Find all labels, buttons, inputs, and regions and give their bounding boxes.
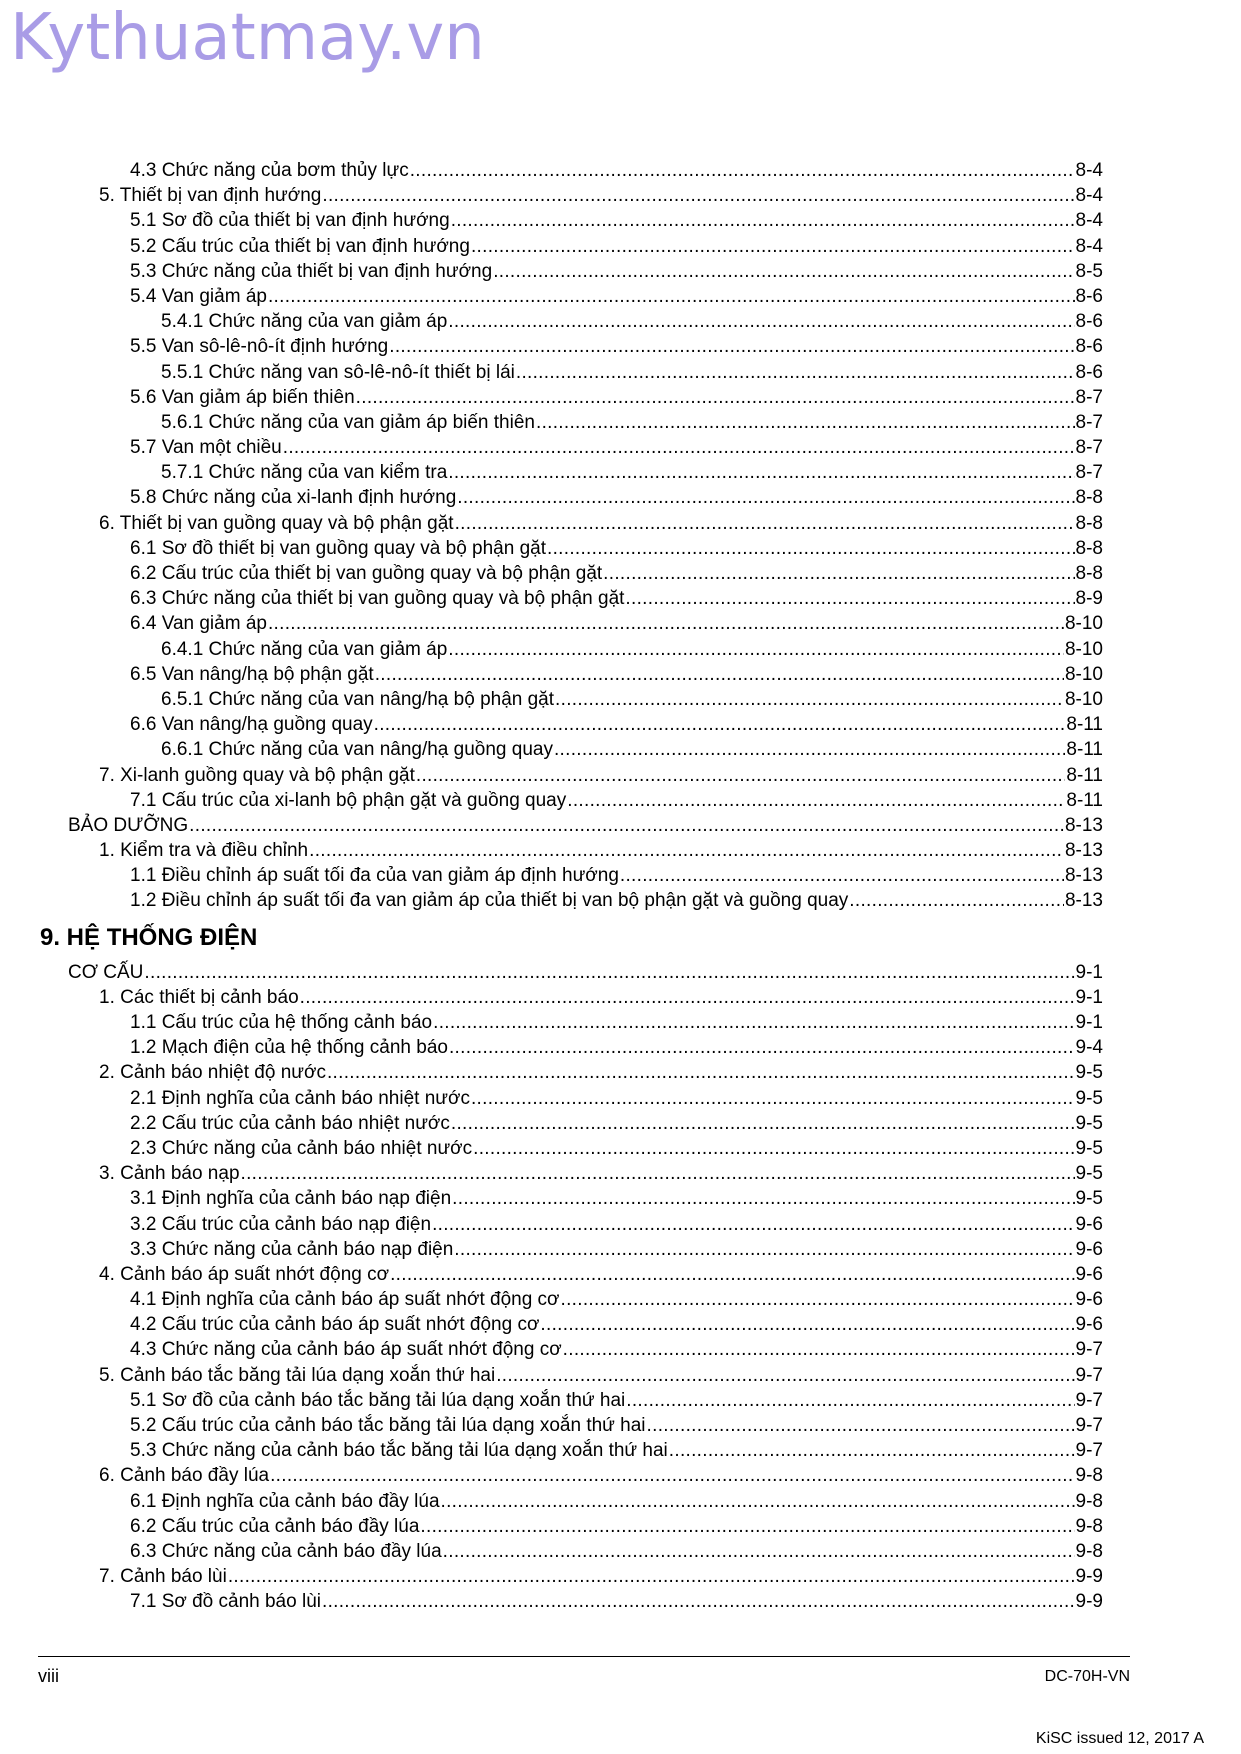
dot-leader <box>516 360 1075 385</box>
toc-entry-page: 8-11 <box>1066 739 1103 761</box>
dot-leader <box>471 234 1075 259</box>
footer-doc-code: DC-70H-VN <box>1044 1668 1130 1685</box>
dot-leader <box>448 637 1064 662</box>
toc-entry-title: 4. Cảnh báo áp suất nhớt động cơ <box>99 1263 390 1285</box>
toc-entry-page: 8-7 <box>1075 411 1103 433</box>
toc-entry-line <box>130 888 1103 913</box>
toc-entry-title: 2. Cảnh báo nhiệt độ nước <box>99 1062 326 1084</box>
toc-entry-title: 5. Cảnh báo tắc băng tải lúa dạng xoắn thứ hai <box>99 1364 496 1386</box>
toc-entry-line <box>130 586 1103 611</box>
table-of-contents <box>0 158 1241 1615</box>
toc-entry-line <box>130 1111 1103 1136</box>
toc-entry-line <box>130 158 1103 183</box>
toc-entry-line <box>161 687 1103 712</box>
dot-leader <box>493 259 1074 284</box>
dot-leader <box>603 561 1074 586</box>
dot-leader <box>626 1388 1074 1413</box>
dot-leader <box>451 208 1075 233</box>
toc-entry <box>0 1489 1241 1514</box>
toc-entry-page: 8-13 <box>1064 840 1103 862</box>
toc-entry-page: 8-8 <box>1075 563 1103 584</box>
toc-entry-page: 9-6 <box>1075 1213 1103 1235</box>
toc-entry <box>0 1161 1241 1186</box>
toc-entry-line <box>130 1035 1103 1060</box>
toc-entry <box>0 1514 1241 1539</box>
toc-entry <box>0 158 1241 183</box>
toc-entry-line <box>130 1136 1103 1161</box>
toc-entry-title: 3.2 Cấu trúc của cảnh báo nạp điện <box>130 1213 432 1235</box>
toc-entry-title: 5.1 Sơ đồ của cảnh báo tắc băng tải lúa dạng xoắn thứ hai <box>130 1389 626 1411</box>
dot-leader <box>471 1086 1075 1111</box>
toc-entry-title: 5.1 Sơ đồ của thiết bị van định hướng <box>130 210 450 232</box>
footer-divider <box>38 1656 1130 1657</box>
dot-leader <box>432 1212 1074 1237</box>
toc-entry-page: 9-5 <box>1075 1163 1103 1185</box>
toc-entry-page: 9-1 <box>1075 961 1103 983</box>
toc-entry <box>0 985 1241 1010</box>
toc-entry-page: 9-5 <box>1075 1087 1103 1109</box>
dot-leader <box>270 1463 1074 1488</box>
dot-leader <box>322 183 1074 208</box>
toc-entry <box>0 888 1241 913</box>
toc-entry-line <box>130 1086 1103 1111</box>
toc-entry <box>0 611 1241 636</box>
toc-entry-line <box>130 259 1103 284</box>
toc-entry-title: 5.7 Van một chiều <box>130 437 282 459</box>
toc-entry-page: 8-10 <box>1064 638 1103 660</box>
toc-entry-line <box>99 1363 1103 1388</box>
toc-entry-title: 4.3 Chức năng của cảnh báo áp suất nhớt động cơ <box>130 1339 562 1361</box>
toc-entry-line <box>130 662 1103 687</box>
toc-entry <box>0 385 1241 410</box>
toc-entry-page: 8-6 <box>1075 361 1103 383</box>
toc-entry <box>0 586 1241 611</box>
dot-leader <box>327 1060 1075 1085</box>
dot-leader <box>536 410 1075 435</box>
toc-entry-page: 8-13 <box>1064 814 1103 836</box>
toc-entry-title: 5.2 Cấu trúc của cảnh báo tắc băng tải lúa dạng xoắn thứ hai <box>130 1415 646 1436</box>
toc-entry <box>0 763 1241 788</box>
toc-entry-line <box>99 1463 1103 1488</box>
toc-entry-title: 1.2 Mạch điện của hệ thống cảnh báo <box>130 1037 448 1059</box>
dot-leader <box>449 1035 1075 1060</box>
toc-entry-title: 6. Cảnh báo đầy lúa <box>99 1465 270 1487</box>
toc-entry <box>0 561 1241 586</box>
toc-entry <box>0 1010 1241 1035</box>
toc-entry-page: 9-4 <box>1075 1037 1103 1059</box>
toc-entry-page: 9-7 <box>1075 1339 1103 1361</box>
toc-entry-line <box>130 1010 1103 1035</box>
toc-entry-title: CƠ CẤU <box>68 961 144 983</box>
toc-entry <box>0 863 1241 888</box>
toc-entry-title: 5.7.1 Chức năng của van kiểm tra <box>161 462 448 484</box>
toc-entry <box>0 813 1241 838</box>
toc-entry-title: 1.1 Cấu trúc của hệ thống cảnh báo <box>130 1012 433 1033</box>
toc-entry-line <box>130 1186 1103 1211</box>
toc-entry-title: 3.1 Định nghĩa của cảnh báo nạp điện <box>130 1188 452 1210</box>
dot-leader <box>389 334 1074 359</box>
toc-entry-line <box>130 1438 1103 1463</box>
toc-entry <box>0 1388 1241 1413</box>
toc-entry-line <box>161 410 1103 435</box>
toc-entry <box>0 1262 1241 1287</box>
toc-section-chapter-9 <box>0 960 1241 1615</box>
toc-entry <box>0 410 1241 435</box>
toc-entry <box>0 511 1241 536</box>
toc-entry-line <box>130 385 1103 410</box>
toc-entry-page: 9-5 <box>1075 1188 1103 1210</box>
dot-leader <box>356 385 1075 410</box>
toc-entry-title: 5.6.1 Chức năng của van giảm áp biến thiên <box>161 411 535 433</box>
toc-entry-page: 9-6 <box>1075 1314 1103 1336</box>
dot-leader <box>268 284 1075 309</box>
toc-entry-line <box>130 1489 1103 1514</box>
toc-entry-title: 4.2 Cấu trúc của cảnh báo áp suất nhớt động cơ <box>130 1314 540 1336</box>
chapter-heading: 9. HỆ THỐNG ĐIỆN <box>40 923 258 951</box>
toc-entry-page: 8-8 <box>1075 487 1103 509</box>
toc-entry-line <box>130 1337 1103 1362</box>
toc-entry-line <box>130 536 1103 561</box>
toc-entry-page: 8-8 <box>1075 537 1103 559</box>
toc-entry-line <box>130 1237 1103 1262</box>
toc-entry-line <box>130 435 1103 460</box>
toc-entry-page: 9-9 <box>1075 1591 1103 1613</box>
toc-entry-page: 8-9 <box>1075 588 1103 610</box>
toc-entry-page: 8-7 <box>1075 437 1103 459</box>
dot-leader <box>441 1489 1075 1514</box>
toc-entry-page: 8-10 <box>1064 663 1103 685</box>
toc-entry-title: 6.2 Cấu trúc của cảnh báo đầy lúa <box>130 1515 420 1537</box>
toc-entry-title: 5.4.1 Chức năng của van giảm áp <box>161 311 448 333</box>
dot-leader <box>374 712 1066 737</box>
toc-entry-page: 8-11 <box>1066 764 1103 786</box>
toc-entry-title: 3.3 Chức năng của cảnh báo nạp điện <box>130 1238 454 1260</box>
dot-leader <box>625 586 1074 611</box>
toc-entry-title: 5.4 Van giảm áp <box>130 285 267 307</box>
toc-entry-title: 4.1 Định nghĩa của cảnh báo áp suất nhớt động cơ <box>130 1289 560 1311</box>
toc-entry <box>0 460 1241 485</box>
toc-entry-title: 1.2 Điều chỉnh áp suất tối đa van giảm áp của thiết bị van bộ phận gặt và guồng quay <box>130 890 849 912</box>
toc-entry-line <box>99 1161 1103 1186</box>
dot-leader <box>563 1337 1075 1362</box>
toc-entry-title: 5.5.1 Chức năng van sô-lê-nô-ít thiết bị lái <box>161 361 515 383</box>
toc-entry-line <box>130 234 1103 259</box>
toc-entry <box>0 1060 1241 1085</box>
toc-entry <box>0 960 1241 985</box>
toc-entry-line <box>99 1262 1103 1287</box>
toc-entry-line <box>130 1212 1103 1237</box>
toc-entry-page: 8-4 <box>1075 235 1103 257</box>
toc-entry-line <box>130 788 1103 813</box>
toc-entry-title: 7.1 Cấu trúc của xi-lanh bộ phận gặt và guồng quay <box>130 789 567 811</box>
dot-leader <box>390 1262 1074 1287</box>
toc-entry-line <box>130 1287 1103 1312</box>
toc-entry-page: 8-6 <box>1075 285 1103 307</box>
dot-leader <box>410 158 1075 183</box>
toc-entry-line <box>161 737 1103 762</box>
toc-entry-line <box>130 208 1103 233</box>
toc-entry-line <box>130 1413 1103 1438</box>
toc-entry <box>0 208 1241 233</box>
dot-leader <box>540 1312 1074 1337</box>
toc-entry-title: 6.5.1 Chức năng của van nâng/hạ bộ phận gặt <box>161 688 555 710</box>
toc-entry-page: 9-6 <box>1075 1263 1103 1285</box>
toc-entry <box>0 1413 1241 1438</box>
toc-entry-page: 9-8 <box>1075 1515 1103 1537</box>
toc-entry-page: 9-8 <box>1075 1540 1103 1562</box>
toc-entry-page: 9-9 <box>1075 1566 1103 1588</box>
dot-leader <box>448 460 1074 485</box>
dot-leader <box>647 1413 1075 1438</box>
toc-entry-page: 8-4 <box>1075 185 1103 207</box>
dot-leader <box>144 960 1074 985</box>
dot-leader <box>849 888 1064 913</box>
dot-leader <box>496 1363 1074 1388</box>
toc-entry-title: 1.1 Điều chỉnh áp suất tối đa của van giảm áp định hướng <box>130 865 619 887</box>
toc-entry-page: 8-6 <box>1075 336 1103 358</box>
toc-entry <box>0 259 1241 284</box>
issue-note: KiSC issued 12, 2017 A <box>1035 1730 1204 1747</box>
toc-entry-title: 5.3 Chức năng của cảnh báo tắc băng tải lúa dạng xoắn thứ hai <box>130 1440 668 1462</box>
dot-leader <box>420 1514 1074 1539</box>
toc-entry-page: 8-5 <box>1075 260 1103 282</box>
toc-entry-line <box>130 1539 1103 1564</box>
toc-entry-line <box>130 334 1103 359</box>
toc-entry-page: 9-1 <box>1075 986 1103 1008</box>
toc-entry-title: 7. Cảnh báo lùi <box>99 1566 227 1588</box>
toc-entry <box>0 1589 1241 1614</box>
toc-entry-page: 9-5 <box>1075 1062 1103 1084</box>
toc-entry-page: 9-5 <box>1075 1137 1103 1159</box>
toc-entry-line <box>161 360 1103 385</box>
toc-entry <box>0 435 1241 460</box>
toc-entry-title: 5.2 Cấu trúc của thiết bị van định hướng <box>130 235 470 257</box>
dot-leader <box>189 813 1064 838</box>
toc-entry-title: 5.3 Chức năng của thiết bị van định hướng <box>130 260 493 282</box>
toc-entry-page: 8-6 <box>1075 311 1103 333</box>
toc-entry-title: 4.3 Chức năng của bơm thủy lực <box>130 160 409 181</box>
toc-entry-line <box>130 1589 1103 1614</box>
toc-entry-page: 8-10 <box>1064 613 1103 635</box>
toc-entry-line <box>99 985 1103 1010</box>
footer-page-number: viii <box>38 1666 59 1686</box>
toc-entry <box>0 334 1241 359</box>
toc-entry-line <box>130 712 1103 737</box>
toc-entry-title: 6. Thiết bị van guồng quay và bộ phận gặt <box>99 512 454 534</box>
toc-entry <box>0 1312 1241 1337</box>
toc-entry-page: 8-11 <box>1066 789 1103 811</box>
toc-entry <box>0 536 1241 561</box>
toc-entry-page: 9-7 <box>1075 1389 1103 1411</box>
toc-entry-title: 7.1 Sơ đồ cảnh báo lùi <box>130 1591 321 1613</box>
toc-entry-title: 5.6 Van giảm áp biến thiên <box>130 386 355 408</box>
toc-entry-line <box>68 960 1103 985</box>
toc-entry-page: 8-10 <box>1064 688 1103 710</box>
toc-section-chapter-8 <box>0 158 1241 914</box>
dot-leader <box>669 1438 1075 1463</box>
toc-entry-title: 6.1 Định nghĩa của cảnh báo đầy lúa <box>130 1490 440 1512</box>
toc-entry-title: 6.6.1 Chức năng của van nâng/hạ guồng quay <box>161 739 553 761</box>
toc-entry <box>0 1111 1241 1136</box>
toc-entry <box>0 1186 1241 1211</box>
toc-entry-line <box>130 1514 1103 1539</box>
dot-leader <box>283 435 1075 460</box>
toc-entry-page: 9-6 <box>1075 1238 1103 1260</box>
dot-leader <box>547 536 1075 561</box>
dot-leader <box>455 511 1075 536</box>
dot-leader <box>454 1237 1074 1262</box>
toc-entry-page: 9-7 <box>1075 1440 1103 1462</box>
toc-entry-line <box>130 1312 1103 1337</box>
toc-entry <box>0 637 1241 662</box>
dot-leader <box>375 662 1064 687</box>
dot-leader <box>457 485 1074 510</box>
toc-entry <box>0 309 1241 334</box>
dot-leader <box>241 1161 1075 1186</box>
toc-entry-page: 8-13 <box>1064 890 1103 912</box>
toc-entry-title: 1. Các thiết bị cảnh báo <box>99 986 299 1008</box>
toc-entry-page: 8-4 <box>1075 210 1103 232</box>
toc-entry <box>0 737 1241 762</box>
toc-entry-title: 3. Cảnh báo nạp <box>99 1163 240 1185</box>
toc-entry-title: 6.6 Van nâng/hạ guồng quay <box>130 714 373 736</box>
toc-entry-line <box>99 838 1103 863</box>
toc-entry-page: 8-7 <box>1075 386 1103 408</box>
toc-entry-title: 6.1 Sơ đồ thiết bị van guồng quay và bộ phận gặt <box>130 537 546 559</box>
toc-entry <box>0 1337 1241 1362</box>
toc-entry <box>0 234 1241 259</box>
toc-entry-title: 5.8 Chức năng của xi-lanh định hướng <box>130 487 457 509</box>
toc-entry-title: 6.2 Cấu trúc của thiết bị van guồng quay và bộ phận gặt <box>130 563 603 584</box>
toc-entry-page: 9-7 <box>1075 1415 1103 1436</box>
toc-entry <box>0 1438 1241 1463</box>
toc-entry-line <box>161 460 1103 485</box>
dot-leader <box>300 985 1075 1010</box>
toc-entry-page: 9-8 <box>1075 1465 1103 1487</box>
toc-entry-title: 6.5 Van nâng/hạ bộ phận gặt <box>130 663 374 685</box>
toc-entry-title: 6.4.1 Chức năng của van giảm áp <box>161 638 448 660</box>
toc-entry-line <box>99 183 1103 208</box>
dot-leader <box>443 1539 1075 1564</box>
toc-entry <box>0 1035 1241 1060</box>
toc-entry-page: 8-8 <box>1075 512 1103 534</box>
toc-entry-line <box>68 813 1103 838</box>
dot-leader <box>473 1136 1074 1161</box>
toc-entry-line <box>130 561 1103 586</box>
toc-entry-line <box>130 611 1103 636</box>
toc-entry-page: 8-11 <box>1066 714 1103 736</box>
toc-entry-line <box>99 763 1103 788</box>
toc-entry <box>0 485 1241 510</box>
dot-leader <box>416 763 1066 788</box>
toc-entry-page: 9-8 <box>1075 1490 1103 1512</box>
dot-leader <box>554 737 1065 762</box>
dot-leader <box>452 1186 1074 1211</box>
toc-entry-line <box>99 511 1103 536</box>
toc-entry-title: 2.3 Chức năng của cảnh báo nhiệt nước <box>130 1137 473 1159</box>
toc-entry <box>0 183 1241 208</box>
toc-entry-title: 6.4 Van giảm áp <box>130 613 267 635</box>
toc-entry-page: 9-6 <box>1075 1289 1103 1311</box>
toc-entry-line <box>99 1060 1103 1085</box>
toc-entry <box>0 788 1241 813</box>
toc-entry <box>0 1564 1241 1589</box>
watermark-logo: Kythuatmay.vn <box>10 1 485 75</box>
toc-entry <box>0 662 1241 687</box>
toc-entry-page: 8-7 <box>1075 462 1103 484</box>
toc-entry-line <box>161 637 1103 662</box>
toc-entry-title: BẢO DƯỠNG <box>68 814 189 836</box>
toc-entry-page: 9-5 <box>1075 1112 1103 1134</box>
toc-entry-line <box>130 485 1103 510</box>
toc-entry <box>0 1237 1241 1262</box>
dot-leader <box>567 788 1065 813</box>
toc-entry <box>0 712 1241 737</box>
dot-leader <box>555 687 1064 712</box>
toc-entry-page: 8-13 <box>1064 865 1103 887</box>
toc-entry-title: 6.3 Chức năng của cảnh báo đầy lúa <box>130 1540 442 1562</box>
toc-entry <box>0 1136 1241 1161</box>
toc-entry <box>0 1539 1241 1564</box>
dot-leader <box>561 1287 1075 1312</box>
dot-leader <box>620 863 1064 888</box>
toc-entry-line <box>130 1388 1103 1413</box>
toc-entry <box>0 1086 1241 1111</box>
toc-entry <box>0 284 1241 309</box>
dot-leader <box>268 611 1064 636</box>
dot-leader <box>309 838 1064 863</box>
toc-entry-title: 2.2 Cấu trúc của cảnh báo nhiệt nước <box>130 1112 450 1134</box>
dot-leader <box>451 1111 1075 1136</box>
toc-entry <box>0 1287 1241 1312</box>
toc-entry-title: 5. Thiết bị van định hướng <box>99 185 322 207</box>
toc-entry-title: 2.1 Định nghĩa của cảnh báo nhiệt nước <box>130 1087 470 1109</box>
toc-entry <box>0 687 1241 712</box>
toc-entry <box>0 360 1241 385</box>
toc-entry-page: 8-4 <box>1075 160 1103 181</box>
toc-entry-page: 9-1 <box>1075 1012 1103 1033</box>
toc-entry-line <box>161 309 1103 334</box>
toc-entry-page: 9-7 <box>1075 1364 1103 1386</box>
toc-entry-title: 5.5 Van sô-lê-nô-ít định hướng <box>130 336 389 358</box>
dot-leader <box>322 1589 1075 1614</box>
toc-entry <box>0 838 1241 863</box>
toc-entry-title: 1. Kiểm tra và điều chỉnh <box>99 840 309 862</box>
toc-entry <box>0 1363 1241 1388</box>
toc-entry-title: 7. Xi-lanh guồng quay và bộ phận gặt <box>99 764 415 786</box>
toc-entry <box>0 1212 1241 1237</box>
toc-entry-line <box>130 284 1103 309</box>
dot-leader <box>433 1010 1074 1035</box>
toc-entry-title: 6.3 Chức năng của thiết bị van guồng quay và bộ phận gặt <box>130 588 625 610</box>
toc-entry <box>0 1463 1241 1488</box>
toc-entry-line <box>130 863 1103 888</box>
dot-leader <box>448 309 1074 334</box>
dot-leader <box>228 1564 1075 1589</box>
toc-entry-line <box>99 1564 1103 1589</box>
